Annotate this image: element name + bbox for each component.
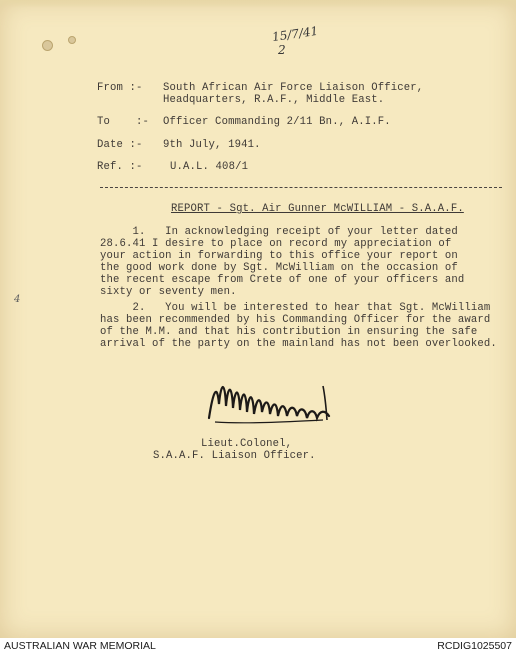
paragraph-2-line: of the M.M. and that his contribution in ensuring the safe [100, 326, 478, 338]
signatory-title: S.A.A.F. Liaison Officer. [153, 450, 316, 462]
handwritten-signature [205, 374, 337, 430]
paragraph-2-line: has been recommended by his Commanding Officer for the award [100, 314, 491, 326]
from-line-1: South African Air Force Liaison Officer, [163, 82, 424, 94]
date-value: 9th July, 1941. [163, 139, 261, 151]
footer-record-id: RCDIG1025507 [437, 640, 512, 652]
paragraph-2-line: 2. You will be interested to hear that Sgt. McWilliam [100, 302, 491, 314]
signatory-rank: Lieut.Colonel, [201, 438, 293, 450]
date-label: Date :- [97, 139, 143, 151]
paragraph-2-line: arrival of the party on the mainland has not been overlooked. [100, 338, 497, 350]
from-line-2: Headquarters, R.A.F., Middle East. [163, 94, 385, 106]
handwritten-note [271, 23, 342, 67]
paragraph-1-line: the recent escape from Crete of one of your officers and [100, 274, 465, 286]
paper-edge [0, 0, 516, 8]
punch-hole [68, 36, 76, 44]
handwritten-number: 2 [278, 43, 286, 57]
paragraph-1-line: 28.6.41 I desire to place on record my appreciation of [100, 238, 452, 250]
to-value: Officer Commanding 2/11 Bn., A.I.F. [163, 116, 391, 128]
handwritten-date: 15/7/41 [271, 23, 320, 45]
footer-institution: AUSTRALIAN WAR MEMORIAL [4, 640, 156, 652]
margin-mark: 4 [14, 294, 21, 305]
footer-bar [0, 638, 516, 654]
ref-label: Ref. :- [97, 161, 143, 173]
paragraph-1-line: sixty or seventy men. [100, 286, 237, 298]
separator-rule [100, 187, 502, 188]
ref-value: U.A.L. 408/1 [170, 161, 249, 173]
paragraph-1-line: 1. In acknowledging receipt of your letter dated [100, 226, 458, 238]
report-title: REPORT - Sgt. Air Gunner McWILLIAM - S.A.A.F. [171, 203, 464, 215]
from-label: From :- [97, 82, 143, 94]
paragraph-1-line: your action in forwarding to this office your report on [100, 250, 458, 262]
to-label: To :- [97, 116, 150, 128]
punch-hole [42, 40, 53, 51]
paragraph-1-line: the good work done by Sgt. McWilliam on the occasion of [100, 262, 458, 274]
